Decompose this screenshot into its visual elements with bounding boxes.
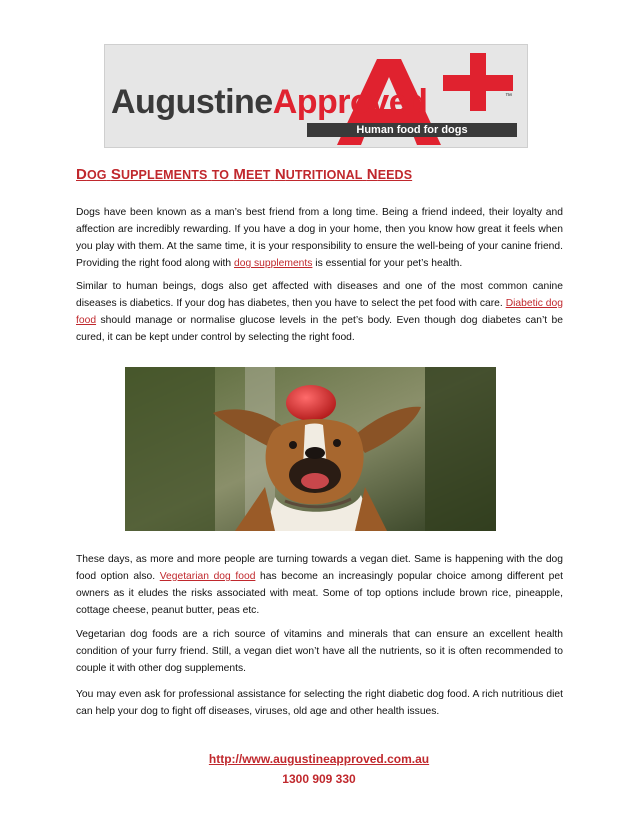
- paragraph-diabetes: [76, 278, 563, 346]
- title-word-initial: N: [274, 166, 286, 183]
- title-word-rest: OG: [86, 168, 107, 182]
- brand-name-part1: Augustine: [111, 83, 273, 121]
- brand-tagline: Human food for dogs: [307, 123, 517, 137]
- brand-logo: [104, 44, 528, 148]
- title-word-initial: M: [233, 166, 246, 183]
- brand-name: [111, 83, 427, 122]
- dog-supplements-link[interactable]: dog supplements: [233, 258, 313, 269]
- title-word: [275, 166, 363, 183]
- paragraph-professional-help: You may even ask for professional assistance for selecting the right diabetic dog food. A rich nutritious diet can help your dog to fight off diseases, viruses, old age and other health issues.: [76, 689, 563, 717]
- paragraph-vegan: [76, 551, 563, 619]
- dog-with-ball-image: [125, 367, 496, 531]
- paragraph-text: should manage or normalise glucose levels in the pet’s body. Even though dog diabetes can’t be cured, it can be kept under control by selecting the right food.: [76, 315, 563, 343]
- title-word: [76, 166, 107, 183]
- paragraph-intro: [76, 204, 563, 272]
- title-word: [212, 166, 229, 183]
- vegetarian-dog-food-link[interactable]: Vegetarian dog food: [159, 571, 256, 582]
- title-word-rest: UTRITIONAL: [285, 168, 363, 182]
- trademark-symbol: ™: [505, 93, 512, 100]
- title-word-rest: TO: [211, 168, 230, 182]
- paragraph-text: Dogs have been known as a man’s best friend from a long time. Being a friend indeed, their loyalty and affection are incredibly rewarding. If you have a dog in your home, then you know how great it feels when you play with them. At the same time, it is your responsibility to ensure the well-being of your canine friend. Providing the right food along with: [76, 207, 563, 269]
- title-word-initial: S: [110, 166, 121, 183]
- paragraph-vegetarian-foods: Vegetarian dog foods are a rich source of vitamins and minerals that can ensure an excellent health condition of your furry friend. Still, a vegan diet won’t have all the nutrients, so it is often recommended to couple it with other dog supplements.: [76, 629, 563, 674]
- diabetic-dog-food-link[interactable]: Diabetic dog food: [76, 298, 563, 326]
- boxer-dog-photo: [125, 367, 496, 531]
- page-title: [76, 166, 412, 183]
- title-word-rest: EEDS: [377, 168, 413, 182]
- title-word-rest: EET: [245, 168, 271, 182]
- title-word: [367, 166, 412, 183]
- paragraph-text: has become an increasingly popular choice among different pet owners as it eludes the risks associated with meat. Some of top options include brown rice, pineapple, cottage cheese, peanut butter, peas etc.: [76, 571, 563, 616]
- paragraph-text: Similar to human beings, dogs also get affected with diseases and one of the most common canine diseases is diabetics. If your dog has diabetes, then you have to select the pet food with care.: [76, 281, 563, 309]
- paragraph-text: is essential for your pet’s health.: [312, 258, 463, 269]
- title-word: [111, 166, 208, 183]
- brand-name-part2: Approved: [272, 83, 428, 121]
- phone-number: 1300 909 330: [282, 772, 356, 786]
- title-word-rest: UPPLEMENTS: [120, 168, 208, 182]
- title-word-initial: N: [366, 166, 378, 183]
- website-link[interactable]: http://www.augustineapproved.com.au: [208, 752, 430, 766]
- title-word-initial: D: [76, 166, 87, 183]
- paragraph-text: These days, as more and more people are turning towards a vegan diet. Same is happening with the dog food option also.: [76, 554, 563, 582]
- title-word: [233, 166, 270, 183]
